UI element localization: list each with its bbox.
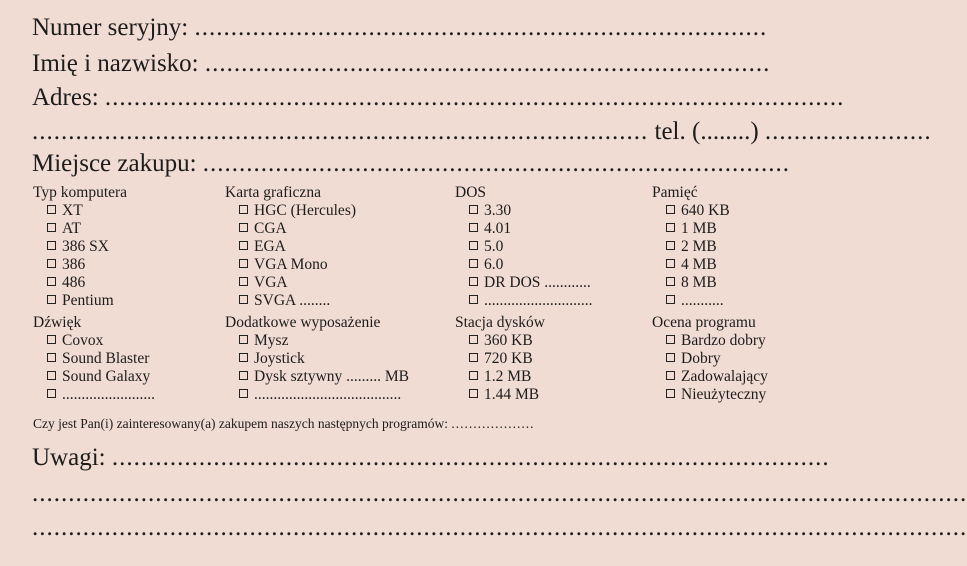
checkbox-icon[interactable] xyxy=(469,277,478,286)
section-title: Dodatkowe wyposażenie xyxy=(225,314,381,331)
option-label: DR DOS ............ xyxy=(484,274,591,291)
option-label: 4.01 xyxy=(484,220,512,237)
option-label: 6.0 xyxy=(484,256,504,273)
checkbox-icon[interactable] xyxy=(239,353,248,362)
checkbox-icon[interactable] xyxy=(47,295,56,304)
option-vga[interactable] xyxy=(225,274,356,292)
option-dr-dos[interactable] xyxy=(455,274,593,292)
name-label: Imię i nazwisko: xyxy=(32,50,199,77)
option-joystick[interactable] xyxy=(225,350,409,368)
option-label: SVGA ........ xyxy=(254,292,331,309)
tel-dots: ....................... xyxy=(764,118,932,145)
serial-number-field[interactable] xyxy=(32,14,767,42)
checkbox-icon[interactable] xyxy=(469,205,478,214)
option-4mb[interactable] xyxy=(652,256,730,274)
option-dos-other[interactable] xyxy=(455,292,593,310)
option-label: 640 KB xyxy=(681,202,730,219)
interest-question-text: Czy jest Pan(i) zainteresowany(a) zakupem naszych następnych programów: xyxy=(33,416,448,431)
checkbox-icon[interactable] xyxy=(666,223,675,232)
option-8mb[interactable] xyxy=(652,274,730,292)
option-label: 8 MB xyxy=(681,274,717,291)
checkbox-icon[interactable] xyxy=(47,241,56,250)
option-label: AT xyxy=(62,220,81,237)
option-sound-other[interactable] xyxy=(33,386,155,404)
option-cga[interactable] xyxy=(225,220,356,238)
name-dots: .............................................................................. xyxy=(204,50,771,77)
checkbox-icon[interactable] xyxy=(666,371,675,380)
option-label: HGC (Hercules) xyxy=(254,202,357,219)
option-memory-other[interactable] xyxy=(652,292,730,310)
checkbox-icon[interactable] xyxy=(47,223,56,232)
checkbox-icon[interactable] xyxy=(469,389,478,398)
checkbox-icon[interactable] xyxy=(469,241,478,250)
option-label: ........... xyxy=(681,292,724,309)
checkbox-icon[interactable] xyxy=(666,259,675,268)
address-dots: ...................................................................................................... xyxy=(104,84,845,111)
section-title: Pamięć xyxy=(652,184,698,201)
checkbox-icon[interactable] xyxy=(239,277,248,286)
option-dos-401[interactable] xyxy=(455,220,593,238)
checkbox-icon[interactable] xyxy=(239,389,248,398)
option-label: CGA xyxy=(254,220,287,237)
option-sound-blaster[interactable] xyxy=(33,350,155,368)
option-label: 720 KB xyxy=(484,350,533,367)
option-label: ...................................... xyxy=(254,386,402,403)
option-label: 3.30 xyxy=(484,202,512,219)
option-svga[interactable] xyxy=(225,292,356,310)
remarks-line-dots: ................................................................................................................................. xyxy=(32,480,967,507)
option-label: Sound Blaster xyxy=(62,350,150,367)
remarks-field[interactable] xyxy=(32,444,830,472)
section-sound xyxy=(33,314,155,404)
name-field[interactable] xyxy=(32,50,770,78)
option-label: Nieużyteczny xyxy=(681,386,767,403)
purchase-place-field[interactable] xyxy=(32,150,790,178)
option-label: Mysz xyxy=(254,332,289,349)
checkbox-icon[interactable] xyxy=(239,371,248,380)
purchase-place-label: Miejsce zakupu: xyxy=(32,150,197,177)
checkbox-icon[interactable] xyxy=(666,277,675,286)
section-title: DOS xyxy=(455,184,487,201)
option-label: ........................ xyxy=(62,386,155,403)
option-label: 4 MB xyxy=(681,256,717,273)
remarks-label: Uwagi: xyxy=(32,444,106,471)
checkbox-icon[interactable] xyxy=(239,241,248,250)
option-label: Covox xyxy=(62,332,104,349)
address-label: Adres: xyxy=(32,84,99,111)
checkbox-icon[interactable] xyxy=(239,223,248,232)
section-title: Dźwięk xyxy=(33,314,82,331)
option-386[interactable] xyxy=(33,256,127,274)
section-computer-type xyxy=(33,184,127,310)
option-dos-50[interactable] xyxy=(455,238,593,256)
interest-question[interactable] xyxy=(33,416,534,432)
option-label: 1 MB xyxy=(681,220,717,237)
option-label: 1.44 MB xyxy=(484,386,540,403)
interest-question-dots: ................... xyxy=(451,416,535,431)
option-12mb[interactable] xyxy=(455,368,545,386)
checkbox-icon[interactable] xyxy=(47,371,56,380)
option-label: Pentium xyxy=(62,292,114,309)
option-2mb[interactable] xyxy=(652,238,730,256)
section-rating xyxy=(652,314,768,404)
checkbox-icon[interactable] xyxy=(666,353,675,362)
checkbox-icon[interactable] xyxy=(47,389,56,398)
checkbox-icon[interactable] xyxy=(666,295,675,304)
checkbox-icon[interactable] xyxy=(469,353,478,362)
option-useless[interactable] xyxy=(652,386,768,404)
option-360kb[interactable] xyxy=(455,332,545,350)
option-label: 1.2 MB xyxy=(484,368,532,385)
option-label: Zadowalający xyxy=(681,368,768,385)
option-label: XT xyxy=(62,202,83,219)
section-title: Karta graficzna xyxy=(225,184,321,201)
address2-dots: ..................................................................................... xyxy=(32,118,649,145)
option-720kb[interactable] xyxy=(455,350,545,368)
checkbox-icon[interactable] xyxy=(239,259,248,268)
section-title: Typ komputera xyxy=(33,184,128,201)
section-dos xyxy=(455,184,593,310)
option-486[interactable] xyxy=(33,274,127,292)
option-label: 486 xyxy=(62,274,86,291)
option-144mb[interactable] xyxy=(455,386,545,404)
option-1mb[interactable] xyxy=(652,220,730,238)
option-label: Bardzo dobry xyxy=(681,332,766,349)
checkbox-icon[interactable] xyxy=(666,205,675,214)
option-label: ............................ xyxy=(484,292,593,309)
option-covox[interactable] xyxy=(33,332,155,350)
section-memory xyxy=(652,184,730,310)
option-hard-disk[interactable] xyxy=(225,368,409,386)
checkbox-icon[interactable] xyxy=(47,205,56,214)
option-very-good[interactable] xyxy=(652,332,768,350)
option-at[interactable] xyxy=(33,220,127,238)
checkbox-icon[interactable] xyxy=(239,335,248,344)
option-label: 360 KB xyxy=(484,332,533,349)
option-dos-60[interactable] xyxy=(455,256,593,274)
section-drives xyxy=(455,314,545,404)
checkbox-icon[interactable] xyxy=(47,259,56,268)
checkbox-icon[interactable] xyxy=(666,389,675,398)
option-pentium[interactable] xyxy=(33,292,127,310)
checkbox-icon[interactable] xyxy=(666,335,675,344)
option-dos-330[interactable] xyxy=(455,202,593,220)
option-hgc[interactable] xyxy=(225,202,356,220)
checkbox-icon[interactable] xyxy=(666,241,675,250)
option-mouse[interactable] xyxy=(225,332,409,350)
option-label: 5.0 xyxy=(484,238,504,255)
section-title: Stacja dysków xyxy=(455,314,545,331)
option-label: VGA Mono xyxy=(254,256,328,273)
checkbox-icon[interactable] xyxy=(47,335,56,344)
option-ega[interactable] xyxy=(225,238,356,256)
option-satisfactory[interactable] xyxy=(652,368,768,386)
checkbox-icon[interactable] xyxy=(47,353,56,362)
remarks-line-dots: ................................................................................................................................. xyxy=(32,514,967,541)
option-label: VGA xyxy=(254,274,288,291)
checkbox-icon[interactable] xyxy=(239,295,248,304)
checkbox-icon[interactable] xyxy=(469,295,478,304)
option-xt[interactable] xyxy=(33,202,127,220)
option-640kb[interactable] xyxy=(652,202,730,220)
option-sound-galaxy[interactable] xyxy=(33,368,155,386)
section-title: Ocena programu xyxy=(652,314,756,331)
checkbox-icon[interactable] xyxy=(469,223,478,232)
remarks-dots: ................................................................................................... xyxy=(111,444,830,471)
option-vga-mono[interactable] xyxy=(225,256,356,274)
option-extras-other[interactable] xyxy=(225,386,409,404)
serial-number-dots: ............................................................................... xyxy=(194,14,768,41)
option-label: Joystick xyxy=(254,350,305,367)
checkbox-icon[interactable] xyxy=(469,371,478,380)
option-label: 386 SX xyxy=(62,238,109,255)
checkbox-icon[interactable] xyxy=(47,277,56,286)
checkbox-icon[interactable] xyxy=(239,205,248,214)
purchase-place-dots: ................................................................................. xyxy=(202,150,791,177)
option-label: EGA xyxy=(254,238,286,255)
option-label: Dobry xyxy=(681,350,721,367)
option-label: 2 MB xyxy=(681,238,717,255)
section-extras xyxy=(225,314,409,404)
checkbox-icon[interactable] xyxy=(469,335,478,344)
option-good[interactable] xyxy=(652,350,768,368)
address-line-2[interactable] xyxy=(32,118,932,146)
section-graphics-card xyxy=(225,184,356,310)
remarks-line-3[interactable] xyxy=(32,514,967,542)
address-field[interactable] xyxy=(32,84,844,112)
checkbox-icon[interactable] xyxy=(469,259,478,268)
serial-number-label: Numer seryjny: xyxy=(32,14,189,41)
option-label: Dysk sztywny ......... MB xyxy=(254,368,410,385)
option-label: Sound Galaxy xyxy=(62,368,151,385)
option-label: 386 xyxy=(62,256,86,273)
remarks-line-2[interactable] xyxy=(32,480,967,508)
tel-label: tel. (........) xyxy=(654,118,759,145)
option-386sx[interactable] xyxy=(33,238,127,256)
